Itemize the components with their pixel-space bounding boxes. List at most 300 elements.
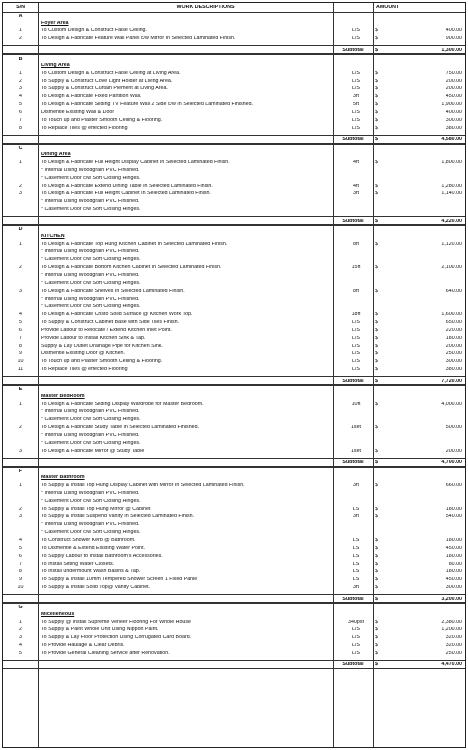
section-title: Master BedRoom	[41, 393, 85, 399]
item-description: To Design & Fabricate Extend Dining Table In Selected Laminated Finish.	[41, 183, 213, 189]
item-unit: LS	[352, 561, 360, 567]
currency-symbol: $	[375, 662, 378, 668]
item-unit: L/S	[352, 627, 360, 633]
item-number: 3	[19, 191, 22, 197]
subtotal-amount: 4,580.00	[441, 137, 462, 143]
item-note: * Casement Door c/w Soft Closing Hinges.	[41, 207, 141, 213]
currency-symbol: $	[375, 378, 378, 384]
table-row	[3, 424, 465, 432]
section-letter-row	[3, 603, 465, 611]
currency-symbol: $	[375, 125, 378, 131]
currency-symbol: $	[375, 109, 378, 115]
table-row	[3, 159, 465, 167]
item-unit: 340psf	[348, 619, 364, 625]
item-number: 3	[19, 448, 22, 454]
table-row	[3, 642, 465, 650]
currency-symbol: $	[375, 47, 378, 53]
header-sn: S/N	[16, 4, 25, 10]
item-amount: 180.00	[445, 553, 462, 559]
table-row-note	[3, 257, 465, 265]
item-description: To Design & Fabricate Top Hung Kitchen Cabinet In Selected Laminated Finish.	[41, 241, 228, 247]
subtotal-label: Subtotal	[342, 662, 364, 668]
currency-symbol: $	[375, 183, 378, 189]
item-number: 1	[19, 70, 22, 76]
currency-symbol: $	[375, 577, 378, 583]
currency-symbol: $	[375, 506, 378, 512]
item-unit: L/S	[352, 643, 360, 649]
quotation-table	[2, 2, 466, 748]
item-description: To Custom Design & Construct False Ceiling.	[41, 28, 147, 34]
item-description: Dismentle Existing Wall & Door	[41, 109, 115, 115]
currency-symbol: $	[375, 538, 378, 544]
item-note: * Casement Door c/w Soft Closing Hinges.	[41, 280, 141, 286]
section-title-row	[3, 611, 465, 619]
item-amount: 180.00	[445, 335, 462, 341]
table-row	[3, 448, 465, 456]
table-row-note	[3, 498, 465, 506]
item-amount: 660.00	[445, 483, 462, 489]
currency-symbol: $	[375, 117, 378, 123]
item-description: To Install Sitting Water Closets.	[41, 561, 115, 567]
item-description: To Supply & Install Suspend Vanity In Selected Laminated Finish.	[41, 514, 195, 520]
item-description: To Design & Fabricate Bottom Kitchen Cabinet In Selected Laminated Finish.	[41, 265, 222, 271]
currency-symbol: $	[375, 569, 378, 575]
currency-symbol: $	[375, 137, 378, 143]
table-row	[3, 241, 465, 249]
item-unit: 10ft	[351, 401, 361, 407]
table-row-note	[3, 167, 465, 175]
currency-symbol: $	[375, 70, 378, 76]
table-row-note	[3, 175, 465, 183]
item-number: 7	[19, 117, 22, 123]
item-unit: 4ft	[353, 183, 359, 189]
table-row	[3, 359, 465, 367]
table-row	[3, 619, 465, 627]
section-letter: E	[18, 387, 23, 393]
table-row-note	[3, 522, 465, 530]
item-amount: 80.00	[448, 561, 462, 567]
item-amount: 400.00	[445, 109, 462, 115]
currency-symbol: $	[375, 265, 378, 271]
item-amount: 2,380.00	[441, 619, 462, 625]
table-row	[3, 584, 465, 592]
subtotal-row	[3, 216, 465, 225]
item-description: To Supply @ Install Supreme Veneer Flooring For Whole House	[41, 619, 191, 625]
item-note: * Casement Door c/w Soft Closing Hinges.	[41, 440, 141, 446]
item-unit: L/S	[352, 335, 360, 341]
item-unit: 3ft	[353, 94, 359, 100]
item-number: 1	[19, 483, 22, 489]
item-unit: L/S	[352, 125, 360, 131]
item-description: Provide Labour to Install Kitchen Sink & Tap.	[41, 335, 146, 341]
currency-symbol: $	[375, 425, 378, 431]
section-letter: B	[18, 56, 23, 62]
item-number: 6	[19, 109, 22, 115]
table-row-note	[3, 529, 465, 537]
table-row-note	[3, 206, 465, 214]
item-number: 1	[19, 28, 22, 34]
item-unit: L/S	[352, 327, 360, 333]
item-unit: 5ft	[353, 102, 359, 108]
item-amount: 300.00	[445, 359, 462, 365]
item-number: 1	[19, 241, 22, 247]
item-number: 9	[19, 577, 22, 583]
item-description: To Supply & Construct Curtain Plement at Living Area.	[41, 86, 168, 92]
table-row-note	[3, 409, 465, 417]
item-number: 3	[19, 635, 22, 641]
item-number: 9	[19, 351, 22, 357]
item-amount: 180.00	[445, 506, 462, 512]
item-amount: 380.00	[445, 367, 462, 373]
item-unit: LS	[352, 545, 360, 551]
item-note: * Internal Using Woodgrain PVC Finished.	[41, 432, 140, 438]
table-row	[3, 545, 465, 553]
item-amount: 200.00	[445, 78, 462, 84]
table-row	[3, 351, 465, 359]
item-unit: 8ft	[353, 241, 359, 247]
table-row	[3, 327, 465, 335]
section-title-row	[3, 20, 465, 28]
currency-symbol: $	[375, 585, 378, 591]
item-number: 1	[19, 160, 22, 166]
item-note: * Internal Using Woodgrain PVC Finished.	[41, 272, 140, 278]
subtotal-label: Subtotal	[342, 137, 364, 143]
item-note: * Casement Door c/w Soft Closing Hinges.	[41, 304, 141, 310]
item-amount: 1,600.00	[441, 312, 462, 318]
item-number: 2	[19, 506, 22, 512]
table-row	[3, 561, 465, 569]
item-note: * Casement Door c/w Soft Closing Hinges.	[41, 417, 141, 423]
item-amount: 200.00	[445, 448, 462, 454]
subtotal-amount: 4,700.00	[441, 460, 462, 466]
subtotal-amount: 4,470.00	[441, 662, 462, 668]
subtotal-label: Subtotal	[342, 47, 364, 53]
currency-symbol: $	[375, 78, 378, 84]
item-description: To Design & Fabricate Cristo Solid Surface @ Kitchen Work Top.	[41, 312, 193, 318]
currency-symbol: $	[375, 335, 378, 341]
item-description: To Supply & Construct Cove Light Holder at Living Area.	[41, 78, 173, 84]
table-row	[3, 311, 465, 319]
item-amount: 200.00	[445, 343, 462, 349]
item-note: * Internal Using Woodgrain PVC Finished.	[41, 296, 140, 302]
section-title: Master Bathroom	[41, 475, 85, 481]
subtotal-row	[3, 376, 465, 385]
item-unit: 3ft	[353, 483, 359, 489]
item-number: 3	[19, 514, 22, 520]
item-unit: 1set	[350, 425, 361, 431]
subtotal-row	[3, 458, 465, 467]
item-note: * Internal Using Woodgrain PVC Finished.	[41, 167, 140, 173]
subtotal-label: Subtotal	[342, 218, 364, 224]
table-row	[3, 401, 465, 409]
table-row-note	[3, 440, 465, 448]
item-amount: 750.00	[445, 70, 462, 76]
item-amount: 320.00	[445, 635, 462, 641]
item-amount: 4,000.00	[441, 401, 462, 407]
item-description: To Design & Fabricate Full Height Cabinet In Selected Laminated Finish.	[41, 191, 211, 197]
item-unit: L/S	[352, 86, 360, 92]
item-unit: 1set	[350, 448, 361, 454]
item-description: Dismentle Existing Door @ Kitchen.	[41, 351, 125, 357]
item-unit: LS	[352, 569, 360, 575]
table-row	[3, 569, 465, 577]
item-description: To Supply & Install Solid Top@ Vanity Cabinet.	[41, 585, 151, 591]
item-number: 8	[19, 343, 22, 349]
item-note: * Casement Door c/w Soft Closing Hinges.	[41, 175, 141, 181]
item-amount: 1,140.00	[441, 191, 462, 197]
table-row	[3, 634, 465, 642]
item-description: To Install undermount Wash Basins & Tap.	[41, 569, 141, 575]
table-row	[3, 28, 465, 36]
section-letter: D	[18, 227, 23, 233]
item-description: To Touch up and Plaster Smooth Ceiling & Flooring.	[41, 359, 163, 365]
table-row	[3, 537, 465, 545]
subtotal-label: Subtotal	[342, 596, 364, 602]
section-letter: A	[18, 14, 23, 20]
table-row-note	[3, 296, 465, 304]
table-row-note	[3, 490, 465, 498]
table-row	[3, 650, 465, 658]
item-description: To Design & Fabricate Fixed Partition Wall.	[41, 94, 142, 100]
item-number: 2	[19, 265, 22, 271]
currency-symbol: $	[375, 86, 378, 92]
item-amount: 320.00	[445, 643, 462, 649]
item-unit: L/S	[352, 117, 360, 123]
item-unit: LS	[352, 553, 360, 559]
table-row	[3, 183, 465, 191]
subtotal-amount: 3,200.00	[441, 596, 462, 602]
currency-symbol: $	[375, 160, 378, 166]
section-letter: F	[18, 468, 23, 474]
item-amount: 300.00	[445, 117, 462, 123]
item-amount: 500.00	[445, 425, 462, 431]
item-amount: 180.00	[445, 538, 462, 544]
table-row	[3, 577, 465, 585]
section-title-row	[3, 62, 465, 70]
item-unit: 3ft	[353, 514, 359, 520]
item-unit: L/S	[352, 343, 360, 349]
item-unit: 3ft	[353, 585, 359, 591]
table-row	[3, 335, 465, 343]
subtotal-amount: 1,300.00	[441, 47, 462, 53]
item-description: To Design & Fabricate Sliding Display Wardrobe for Master Bedroom.	[41, 401, 204, 407]
item-number: 2	[19, 36, 22, 42]
item-description: To Design & Fabricate Sliding TV Feature Wall 2 Side c/w In Selected Laminated Finished.	[41, 102, 253, 108]
section-letter: C	[18, 145, 23, 151]
subtotal-row	[3, 594, 465, 603]
item-unit: L/S	[352, 109, 360, 115]
currency-symbol: $	[375, 94, 378, 100]
table-row	[3, 288, 465, 296]
currency-symbol: $	[375, 483, 378, 489]
item-number: 8	[19, 569, 22, 575]
item-description: Supply & Lay Outlet Drainage Pipe for Kitchen Sink.	[41, 343, 163, 349]
item-unit: L/S	[352, 367, 360, 373]
item-description: To Design & Fabricate Shelves In Selected Laminated Finish.	[41, 288, 185, 294]
item-number: 1	[19, 401, 22, 407]
table-row-note	[3, 432, 465, 440]
item-amount: 200.00	[445, 86, 462, 92]
item-unit: 3ft	[353, 191, 359, 197]
table-row	[3, 366, 465, 374]
item-amount: 640.00	[445, 288, 462, 294]
currency-symbol: $	[375, 627, 378, 633]
item-description: To Supply & Install 10mm Tempered Shower Screen 1 Fixed Panle	[41, 577, 198, 583]
subtotal-label: Subtotal	[342, 460, 364, 466]
currency-symbol: $	[375, 312, 378, 318]
item-description: To Supply Labour to Install Bathroom's Accessories.	[41, 553, 163, 559]
item-number: 4	[19, 94, 22, 100]
item-amount: 220.00	[445, 327, 462, 333]
item-description: To Design & Fabricate Mirror @ Study Table	[41, 448, 145, 454]
table-row-note	[3, 199, 465, 207]
section-letter-row	[3, 144, 465, 152]
table-row	[3, 101, 465, 109]
item-unit: 4ft	[353, 160, 359, 166]
table-row-note	[3, 417, 465, 425]
header-amount: AMOUNT	[376, 4, 400, 10]
table-row	[3, 125, 465, 133]
item-amount: 1,120.00	[441, 241, 462, 247]
item-description: To Supply & Paint Whole Unit Using Nippon Paint.	[41, 627, 159, 633]
item-number: 10	[17, 585, 24, 591]
currency-symbol: $	[375, 650, 378, 656]
item-amount: 1,280.00	[441, 183, 462, 189]
currency-symbol: $	[375, 514, 378, 520]
currency-symbol: $	[375, 288, 378, 294]
table-row	[3, 506, 465, 514]
section-letter-row	[3, 385, 465, 393]
item-amount: 450.00	[445, 94, 462, 100]
item-number: 5	[19, 545, 22, 551]
table-row	[3, 482, 465, 490]
subtotal-amount: 7,720.00	[441, 378, 462, 384]
table-row	[3, 191, 465, 199]
table-header	[3, 3, 465, 12]
item-number: 3	[19, 86, 22, 92]
currency-symbol: $	[375, 448, 378, 454]
item-number: 2	[19, 183, 22, 189]
currency-symbol: $	[375, 619, 378, 625]
section-title: Micelleneous	[41, 611, 75, 617]
section-letter-row	[3, 225, 465, 233]
currency-symbol: $	[375, 643, 378, 649]
subtotal-row	[3, 45, 465, 54]
currency-symbol: $	[375, 218, 378, 224]
table-row	[3, 264, 465, 272]
subtotal-row	[3, 135, 465, 144]
item-amount: 1,900.00	[441, 102, 462, 108]
item-unit: L/S	[352, 359, 360, 365]
subtotal-amount: 4,220.00	[441, 218, 462, 224]
table-row	[3, 86, 465, 94]
currency-symbol: $	[375, 561, 378, 567]
table-row	[3, 319, 465, 327]
section-title: Dining Area	[41, 152, 71, 158]
item-number: 5	[19, 650, 22, 656]
item-unit: 18ft	[351, 312, 361, 318]
item-amount: 450.00	[445, 545, 462, 551]
item-number: 11	[17, 367, 24, 373]
item-description: To Custom Design & Construct False Ceiling at Living Area.	[41, 70, 181, 76]
currency-symbol: $	[375, 320, 378, 326]
item-unit: L/S	[352, 36, 360, 42]
item-unit: 15ft	[351, 265, 361, 271]
item-description: To Touch up and Plaster Smooth Ceiling & Flooring.	[41, 117, 163, 123]
item-number: 1	[19, 619, 22, 625]
currency-symbol: $	[375, 191, 378, 197]
table-row	[3, 627, 465, 635]
subtotal-row	[3, 660, 465, 669]
item-number: 4	[19, 538, 22, 544]
item-amount: 2,100.00	[441, 265, 462, 271]
item-number: 4	[19, 312, 22, 318]
item-number: 10	[17, 359, 24, 365]
item-note: * Internal Using Woodgrain PVC Finished.	[41, 199, 140, 205]
section-title: Foyer Area	[41, 20, 69, 26]
item-unit: L/S	[352, 351, 360, 357]
section-letter-row	[3, 12, 465, 20]
section-title-row	[3, 393, 465, 401]
currency-symbol: $	[375, 36, 378, 42]
item-number: 7	[19, 335, 22, 341]
item-number: 7	[19, 561, 22, 567]
item-amount: 250.00	[445, 351, 462, 357]
item-number: 8	[19, 125, 22, 131]
currency-symbol: $	[375, 545, 378, 551]
item-number: 6	[19, 553, 22, 559]
item-description: To Provide Haulage & Clear Debris.	[41, 643, 125, 649]
item-number: 5	[19, 102, 22, 108]
currency-symbol: $	[375, 359, 378, 365]
item-unit: L/S	[352, 28, 360, 34]
item-description: To Supply & Install Top Hung Mirror @ Cabinet	[41, 506, 151, 512]
item-unit: LS	[352, 506, 360, 512]
section-letter-row	[3, 54, 465, 62]
item-unit: L/S	[352, 635, 360, 641]
item-unit: 8ft	[353, 288, 359, 294]
item-number: 5	[19, 320, 22, 326]
item-number: 2	[19, 78, 22, 84]
table-row-note	[3, 304, 465, 312]
item-unit: L/S	[352, 78, 360, 84]
item-unit: LS	[352, 538, 360, 544]
item-description: To Replace Tiles @ effected Flooring	[41, 367, 128, 373]
currency-symbol: $	[375, 28, 378, 34]
item-amount: 380.00	[445, 125, 462, 131]
currency-symbol: $	[375, 401, 378, 407]
item-amount: 650.00	[445, 320, 462, 326]
section-title: Living Area	[41, 62, 70, 68]
item-amount: 400.00	[445, 28, 462, 34]
item-note: * Internal Using Woodgrain PVC Finished.	[41, 249, 140, 255]
currency-symbol: $	[375, 343, 378, 349]
item-description: To Dismentle & Extend Existing Water Point.	[41, 545, 146, 551]
item-amount: 250.00	[445, 650, 462, 656]
item-description: To Supply & Construct Cabinet Base with Side Tiles Finish.	[41, 320, 180, 326]
table-row-note	[3, 272, 465, 280]
item-unit: LS	[352, 577, 360, 583]
item-note: * Casement Door c/w Soft Closing Hinges.	[41, 530, 141, 536]
section-title-row	[3, 233, 465, 241]
item-amount: 900.00	[445, 36, 462, 42]
item-note: * Casement Door c/w Soft Closing Hinges.	[41, 498, 141, 504]
currency-symbol: $	[375, 553, 378, 559]
item-unit: L/S	[352, 320, 360, 326]
table-row	[3, 514, 465, 522]
item-number: 2	[19, 627, 22, 633]
table-row	[3, 109, 465, 117]
